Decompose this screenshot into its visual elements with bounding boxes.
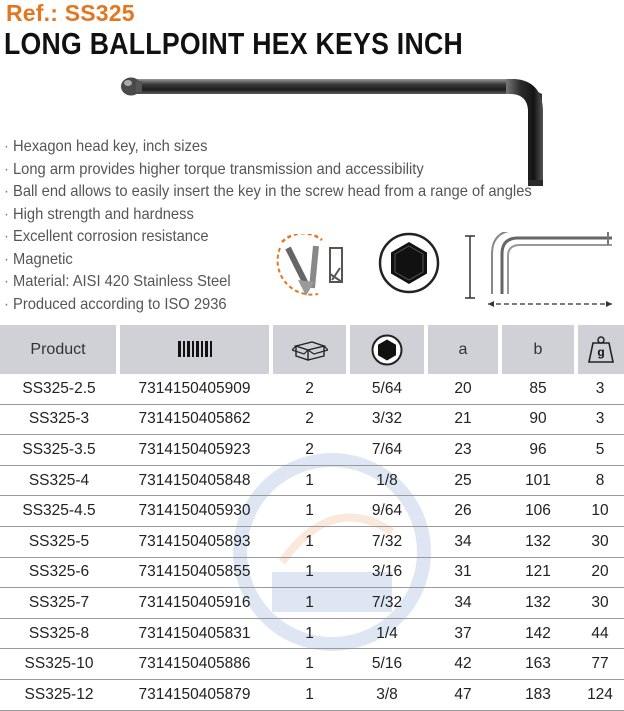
feature-item: · Long arm provides higher torque transmission and accessibility [4,159,532,182]
cell-b: 132 [500,588,576,619]
cell-b: 183 [500,679,576,710]
cell-product: SS325-10 [0,649,118,680]
feature-item: · Ball end allows to easily insert the key in the screw head from a range of angles [4,181,532,204]
specs-table [0,325,624,711]
cell-ean: 7314150405930 [118,496,271,527]
table-row [0,435,624,466]
column-header-size [348,325,426,374]
column-header-ean [118,325,271,374]
cell-b: 163 [500,649,576,680]
table-row [0,679,624,710]
table-row [0,496,624,527]
cell-size: 5/64 [348,374,426,404]
cell-size: 3/32 [348,404,426,435]
cell-pack: 1 [271,496,348,527]
table-row [0,465,624,496]
cell-a: 21 [426,404,500,435]
reference-code: Ref.: SS325 [6,0,135,26]
cell-pack: 1 [271,526,348,557]
cell-size: 7/64 [348,435,426,466]
cell-size: 3/8 [348,679,426,710]
feature-item: · Produced according to ISO 2936 [4,294,532,317]
cell-b: 142 [500,618,576,649]
feature-item: · Hexagon head key, inch sizes [4,136,532,159]
cell-a: 23 [426,435,500,466]
cell-product: SS325-8 [0,618,118,649]
column-header-weight [576,325,624,374]
feature-item: · Magnetic [4,249,532,272]
cell-b: 85 [500,374,576,404]
cell-weight: 20 [576,557,624,588]
cell-pack: 1 [271,649,348,680]
cell-ean: 7314150405909 [118,374,271,404]
weight-icon [587,336,615,364]
column-header-pack [271,325,348,374]
cell-b: 106 [500,496,576,527]
cell-a: 42 [426,649,500,680]
cell-ean: 7314150405886 [118,649,271,680]
weight-unit-label: g [597,344,605,359]
cell-product: SS325-4 [0,465,118,496]
cell-ean: 7314150405848 [118,465,271,496]
table-header-row [0,325,624,374]
cell-pack: 1 [271,618,348,649]
table-row [0,618,624,649]
cell-size: 1/8 [348,465,426,496]
cell-b: 121 [500,557,576,588]
cell-ean: 7314150405855 [118,557,271,588]
cell-b: 101 [500,465,576,496]
hexagon-socket-icon [378,232,440,294]
hexagon-icon [371,334,403,366]
cell-pack: 2 [271,435,348,466]
barcode-icon [178,341,212,357]
ball-end-angle-icon [274,234,358,302]
cell-a: 34 [426,588,500,619]
cell-size: 5/16 [348,649,426,680]
cell-weight: 30 [576,588,624,619]
cell-product: SS325-7 [0,588,118,619]
cell-a: 26 [426,496,500,527]
cell-ean: 7314150405893 [118,526,271,557]
cell-weight: 8 [576,465,624,496]
page-title: LONG BALLPOINT HEX KEYS INCH [4,26,463,61]
cell-a: 25 [426,465,500,496]
cell-product: SS325-4.5 [0,496,118,527]
cell-size: 7/32 [348,588,426,619]
cell-pack: 2 [271,374,348,404]
cell-a: 34 [426,526,500,557]
table-row [0,374,624,404]
cell-weight: 124 [576,679,624,710]
cell-product: SS325-12 [0,679,118,710]
cell-ean: 7314150405916 [118,588,271,619]
cell-weight: 3 [576,404,624,435]
table-row [0,649,624,680]
cell-pack: 1 [271,679,348,710]
cell-ean: 7314150405862 [118,404,271,435]
cell-b: 90 [500,404,576,435]
column-header-b: b [500,325,576,374]
cell-ean: 7314150405831 [118,618,271,649]
cell-weight: 30 [576,526,624,557]
table-row [0,404,624,435]
cell-a: 20 [426,374,500,404]
cell-size: 9/64 [348,496,426,527]
cell-size: 1/4 [348,618,426,649]
cell-product: SS325-5 [0,526,118,557]
cell-weight: 77 [576,649,624,680]
table-row [0,526,624,557]
cell-weight: 3 [576,374,624,404]
cell-size: 3/16 [348,557,426,588]
cell-pack: 2 [271,404,348,435]
cell-weight: 44 [576,618,624,649]
package-box-icon [292,338,328,362]
table-row [0,588,624,619]
cell-ean: 7314150405879 [118,679,271,710]
dimension-diagram-icon [462,232,622,312]
cell-weight: 5 [576,435,624,466]
feature-item: · Excellent corrosion resistance [4,226,532,249]
column-header-a: a [426,325,500,374]
cell-pack: 1 [271,557,348,588]
cell-weight: 10 [576,496,624,527]
cell-product: SS325-3.5 [0,435,118,466]
cell-ean: 7314150405923 [118,435,271,466]
cell-a: 31 [426,557,500,588]
column-header-product: Product [0,325,118,374]
cell-pack: 1 [271,588,348,619]
cell-a: 47 [426,679,500,710]
cell-pack: 1 [271,465,348,496]
cell-b: 132 [500,526,576,557]
feature-item: · High strength and hardness [4,204,532,227]
cell-product: SS325-2.5 [0,374,118,404]
cell-a: 37 [426,618,500,649]
feature-item: · Material: AISI 420 Stainless Steel [4,271,532,294]
cell-b: 96 [500,435,576,466]
cell-product: SS325-6 [0,557,118,588]
table-row [0,557,624,588]
cell-size: 7/32 [348,526,426,557]
cell-product: SS325-3 [0,404,118,435]
